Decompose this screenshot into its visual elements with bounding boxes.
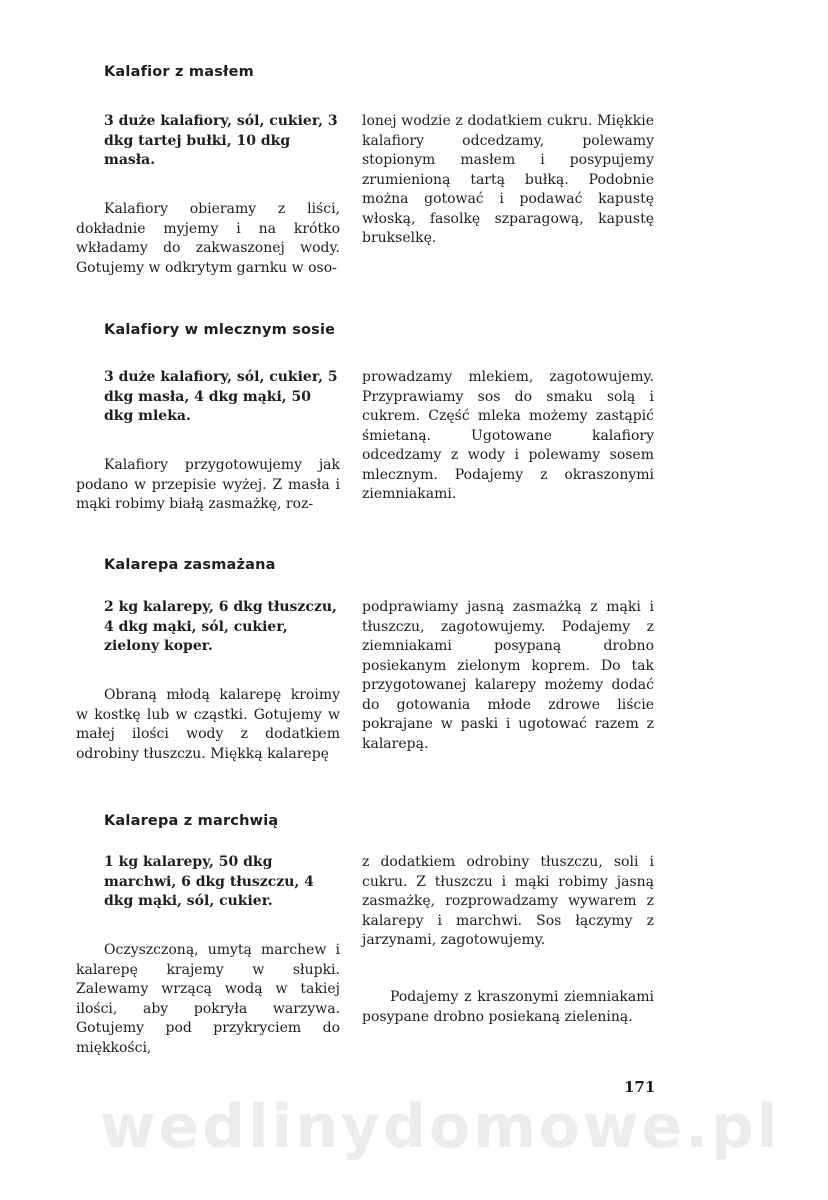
recipe-title: Kalafior z masłem	[104, 64, 254, 80]
recipe-ingredients: 3 duże kalafiory, sól, cukier, 3 dkg tartej bułki, 10 dkg masła.	[104, 113, 338, 168]
watermark: wedlinydomowe.pl	[100, 1092, 781, 1162]
recipe-ingredients: 2 kg kalarepy, 6 dkg tłuszczu, 4 dkg mąki, sól, cukier, zielony koper.	[104, 599, 337, 654]
recipe-method-left: Kalafiory przygotowujemy jak podano w przepisie wyżej. Z masła i mąki robimy białą zasmażkę, roz-	[76, 457, 340, 512]
recipe-method-left: Obraną młodą kalarepę kroimy w kostkę lub w cząstki. Gotujemy w małej ilości wody z dodatkiem odrobiny tłuszczu. Miękką kalarepę	[76, 687, 340, 762]
recipe-title: Kalafiory w mlecznym sosie	[104, 322, 336, 338]
recipe-method-left: Oczyszczoną, umytą marchew i kalarepę krajemy w słupki. Zalewamy wrzącą wodą w takiej ilości, aby pokryła warzywa. Gotujemy pod przykryciem do miękkości,	[76, 942, 340, 1056]
recipe-method-right-continued: Podajemy z kraszonymi ziemniakami posypane drobno posiekaną zieleniną.	[362, 989, 654, 1025]
page-number: 171	[624, 1078, 656, 1096]
recipe-method-left: Kalafiory obieramy z liści, dokładnie myjemy i na krótko wkładamy do zakwaszonej wody. Gotujemy w odkrytym garnku w oso-	[76, 201, 340, 276]
recipe-ingredients: 1 kg kalarepy, 50 dkg marchwi, 6 dkg tłuszczu, 4 dkg mąki, sól, cukier.	[104, 854, 314, 909]
recipe-method-right: z dodatkiem odrobiny tłuszczu, soli i cukru. Z tłuszczu i mąki robimy jasną zasmażkę, rozprowadzamy wywarem z kalarepy i marchwi. Sos łączymy z jarzynami, zagotowujemy.	[362, 854, 654, 948]
recipe-method-right: lonej wodzie z dodatkiem cukru. Miękkie kalafiory odcedzamy, polewamy stopionym masłem i posypujemy zrumienioną tartą bułką. Podobnie można gotować i podawać kapustę włoską, fasolkę szparagową, kapustę brukselkę.	[362, 113, 654, 246]
recipe-title: Kalarepa z marchwią	[104, 813, 279, 829]
recipe-title: Kalarepa zasmażana	[104, 557, 276, 573]
recipe-method-right: prowadzamy mlekiem, zagotowujemy. Przyprawiamy sos do smaku solą i cukrem. Część mleka możemy zastąpić śmietaną. Ugotowane kalafiory odcedzamy z wody i polewamy sosem mlecznym. Podajemy z okraszonymi ziemniakami.	[362, 369, 654, 502]
recipe-ingredients: 3 duże kalafiory, sól, cukier, 5 dkg masła, 4 dkg mąki, 50 dkg mleka.	[104, 369, 338, 424]
recipe-method-right: podprawiamy jasną zasmażką z mąki i tłuszczu, zagotowujemy. Podajemy z ziemniakami posypaną drobno posiekanym zielonym koprem. Do tak przygotowanej kalarepy możemy dodać do gotowania młode zdrowe liście pokrajane w paski i ugotować razem z kalarepą.	[362, 599, 654, 752]
